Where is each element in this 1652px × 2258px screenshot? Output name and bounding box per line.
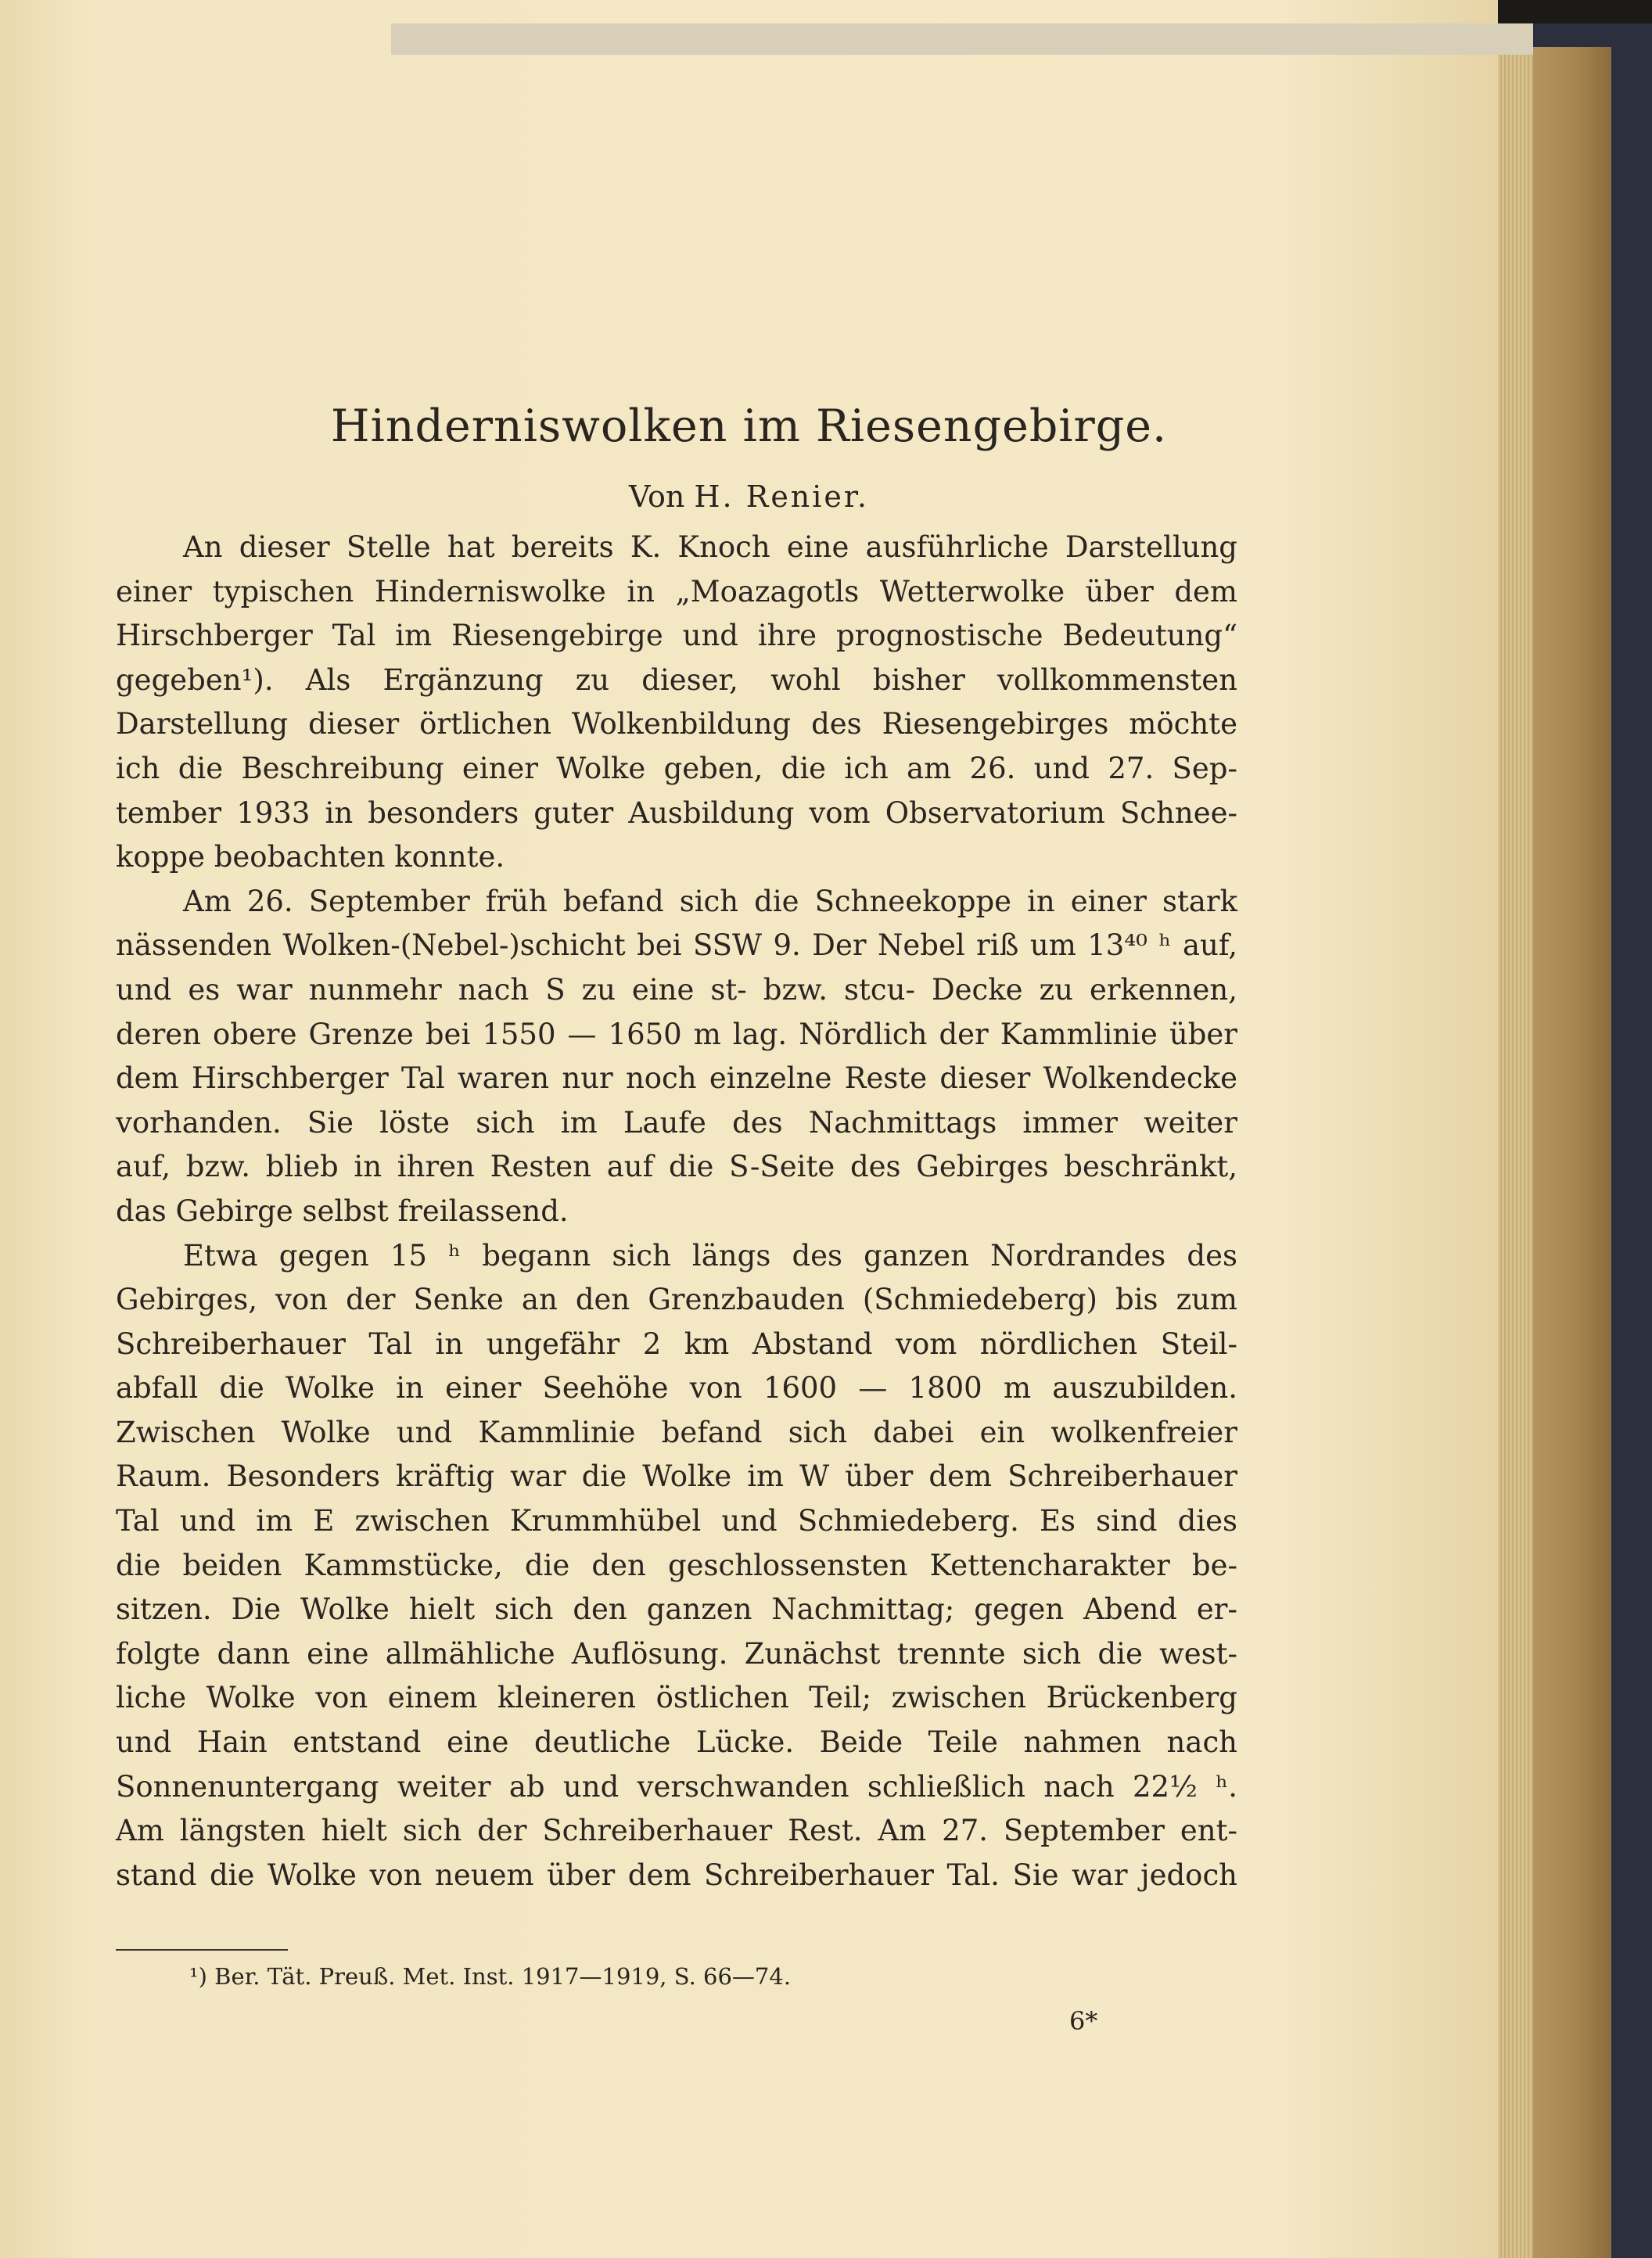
- text-line: Sonnenuntergang weiter ab und verschwanden schließlich nach 22½ ʰ.: [116, 1769, 1237, 1804]
- text-line: dem Hirschberger Tal waren nur noch einzelne Reste dieser Wolkendecke: [116, 1061, 1237, 1096]
- text-line: stand die Wolke von neuem über dem Schreiberhauer Tal. Sie war jedoch: [116, 1858, 1237, 1892]
- text-line: ich die Beschreibung einer Wolke geben, die ich am 26. und 27. Sep-: [116, 751, 1237, 785]
- book-board-edge: [1525, 47, 1611, 2258]
- text-line: Zwischen Wolke und Kammlinie befand sich dabei ein wolkenfreier: [116, 1415, 1237, 1449]
- author-prefix: Von: [629, 479, 685, 514]
- text-line: sitzen. Die Wolke hielt sich den ganzen Nachmittag; gegen Abend er-: [116, 1592, 1237, 1627]
- article-title: Hinderniswolken im Riesengebirge.: [330, 400, 1168, 452]
- text-line: Tal und im E zwischen Krummhübel und Schmiedeberg. Es sind dies: [116, 1504, 1237, 1538]
- footnote: ¹) Ber. Tät. Preuß. Met. Inst. 1917—1919, S. 66—74.: [189, 1963, 792, 1990]
- page-number: 6*: [1069, 2006, 1098, 2036]
- text-line: und es war nunmehr nach S zu eine st- bzw. stcu- Decke zu erkennen,: [116, 972, 1237, 1007]
- text-line: Raum. Besonders kräftig war die Wolke im W über dem Schreiberhauer: [116, 1459, 1237, 1494]
- article-author: [0, 479, 1498, 514]
- text-line: nässenden Wolken-(Nebel-)schicht bei SSW 9. Der Nebel riß um 13⁴⁰ ʰ auf,: [116, 928, 1237, 963]
- text-line: tember 1933 in besonders guter Ausbildung vom Observatorium Schnee-: [116, 795, 1237, 830]
- footnote-rule: [116, 1949, 288, 1951]
- text-line: Gebirges, von der Senke an den Grenzbauden (Schmiedeberg) bis zum: [116, 1283, 1237, 1317]
- text-line: koppe beobachten konnte.: [116, 840, 505, 874]
- text-line: und Hain entstand eine deutliche Lücke. Beide Teile nahmen nach: [116, 1725, 1237, 1760]
- paragraph-2: [116, 880, 1237, 1234]
- text-line: An dieser Stelle hat bereits K. Knoch eine ausführliche Darstellung: [183, 530, 1237, 564]
- text-line: abfall die Wolke in einer Seehöhe von 1600 — 1800 m auszubilden.: [116, 1371, 1237, 1405]
- paragraph-1: [116, 526, 1237, 880]
- text-line: auf, bzw. blieb in ihren Resten auf die S-Seite des Gebirges beschränkt,: [116, 1150, 1237, 1184]
- text-line: Etwa gegen 15 ʰ begann sich längs des ganzen Nordrandes des: [183, 1238, 1237, 1273]
- text-line: deren obere Grenze bei 1550 — 1650 m lag. Nördlich der Kammlinie über: [116, 1017, 1237, 1051]
- text-line: Schreiberhauer Tal in ungefähr 2 km Abstand vom nördlichen Steil-: [116, 1326, 1237, 1361]
- text-line: das Gebirge selbst freilassend.: [116, 1194, 569, 1228]
- article-body: [116, 526, 1237, 1897]
- text-line: einer typischen Hinderniswolke in „Moazagotls Wetterwolke über dem: [116, 574, 1237, 608]
- text-line: folgte dann eine allmähliche Auflösung. Zunächst trennte sich die west-: [116, 1636, 1237, 1671]
- text-line: Am 26. September früh befand sich die Schneekoppe in einer stark: [183, 884, 1237, 918]
- text-line: vorhanden. Sie löste sich im Laufe des Nachmittags immer weiter: [116, 1105, 1237, 1140]
- text-line: gegeben¹). Als Ergänzung zu dieser, wohl bisher vollkommensten: [116, 662, 1237, 697]
- text-line: Darstellung dieser örtlichen Wolkenbildung des Riesengebirges möchte: [116, 707, 1237, 741]
- author-name: H. Renier.: [694, 479, 869, 514]
- paragraph-3: [116, 1234, 1237, 1898]
- text-line: liche Wolke von einem kleineren östlichen Teil; zwischen Brückenberg: [116, 1681, 1237, 1715]
- text-line: Hirschberger Tal im Riesengebirge und ihre prognostische Bedeutung“: [116, 619, 1237, 653]
- text-line: Am längsten hielt sich der Schreiberhauer Rest. Am 27. September ent-: [116, 1814, 1237, 1848]
- page-top-strip: [391, 23, 1533, 55]
- text-line: die beiden Kammstücke, die den geschlossensten Kettencharakter be-: [116, 1548, 1237, 1582]
